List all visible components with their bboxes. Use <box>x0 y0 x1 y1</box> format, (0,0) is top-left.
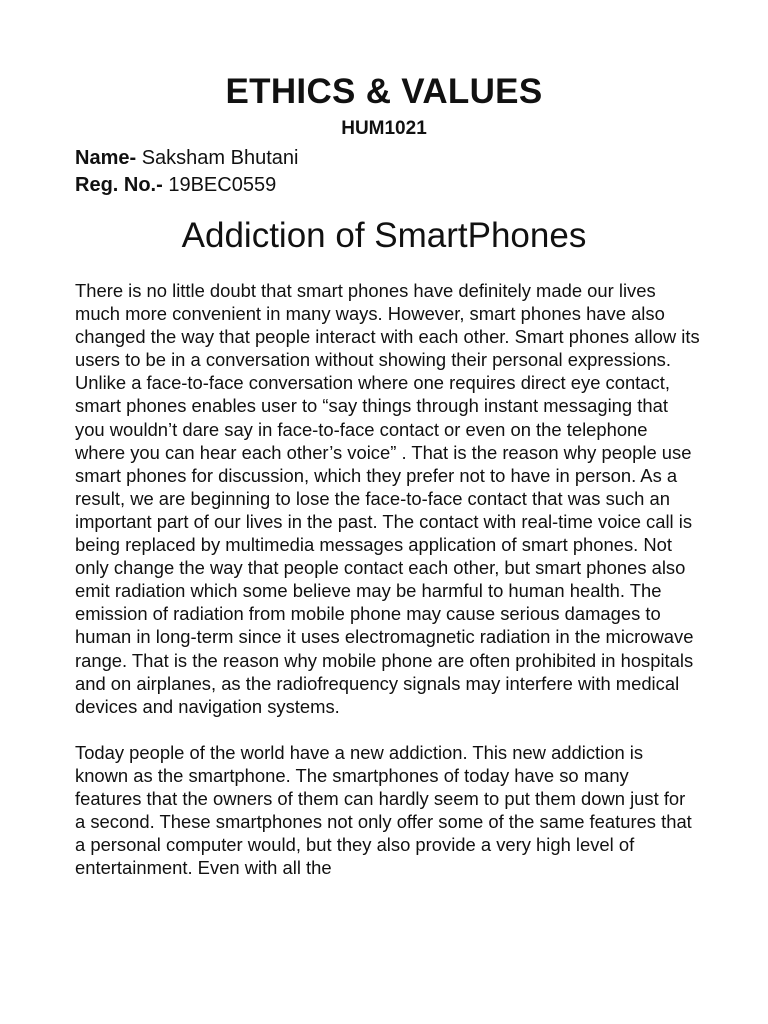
student-name-line <box>75 145 298 171</box>
name-value: Saksham Bhutani <box>136 147 299 169</box>
essay-body <box>75 279 700 903</box>
reg-label: Reg. No.- <box>75 174 163 196</box>
name-label: Name- <box>75 147 137 169</box>
reg-value: 19BEC0559 <box>162 174 277 196</box>
paragraph: Today people of the world have a new addiction. This new addiction is known as the smartphone. The smartphones of today have so many features that the owners of them can hardly seem to put them down just for a second. These smartphones not only offer some of the same features that a personal computer would, but they also provide a very high level of entertainment. Even with all the <box>75 741 692 879</box>
essay-heading: Addiction of SmartPhones <box>181 216 587 255</box>
registration-line <box>75 172 276 198</box>
paragraph: There is no little doubt that smart phones have definitely made our lives much more convenient in many ways. However, smart phones have also changed the way that people interact with each other. Smart phones allow its users to be in a conversation without showing their personal expressions. Unlike a face-to-face conversation where one requires direct eye contact, smart phones enables user to “say things through instant messaging that you wouldn’t dare say in face-to-face contact or even on the telephone where you can hear each other’s voice” . That is the reason why people use smart phones for discussion, which they prefer not to have in person. As a result, we are beginning to lose the face-to-face contact that was such an important part of our lives in the past. The contact with real-time voice call is being replaced by multimedia messages application of smart phones. Not only change the way that people contact each other, but smart phones also emit radiation which some believe may be harmful to human health. The emission of radiation from mobile phone may cause serious damages to human in long-term since it uses electromagnetic radiation in the microwave range. That is the reason why mobile phone are often prohibited in hospitals and on airplanes, as the radiofrequency signals may interfere with medical devices and navigation systems. <box>75 280 700 717</box>
course-code: HUM1021 <box>341 118 427 139</box>
document-title: ETHICS & VALUES <box>225 72 543 111</box>
